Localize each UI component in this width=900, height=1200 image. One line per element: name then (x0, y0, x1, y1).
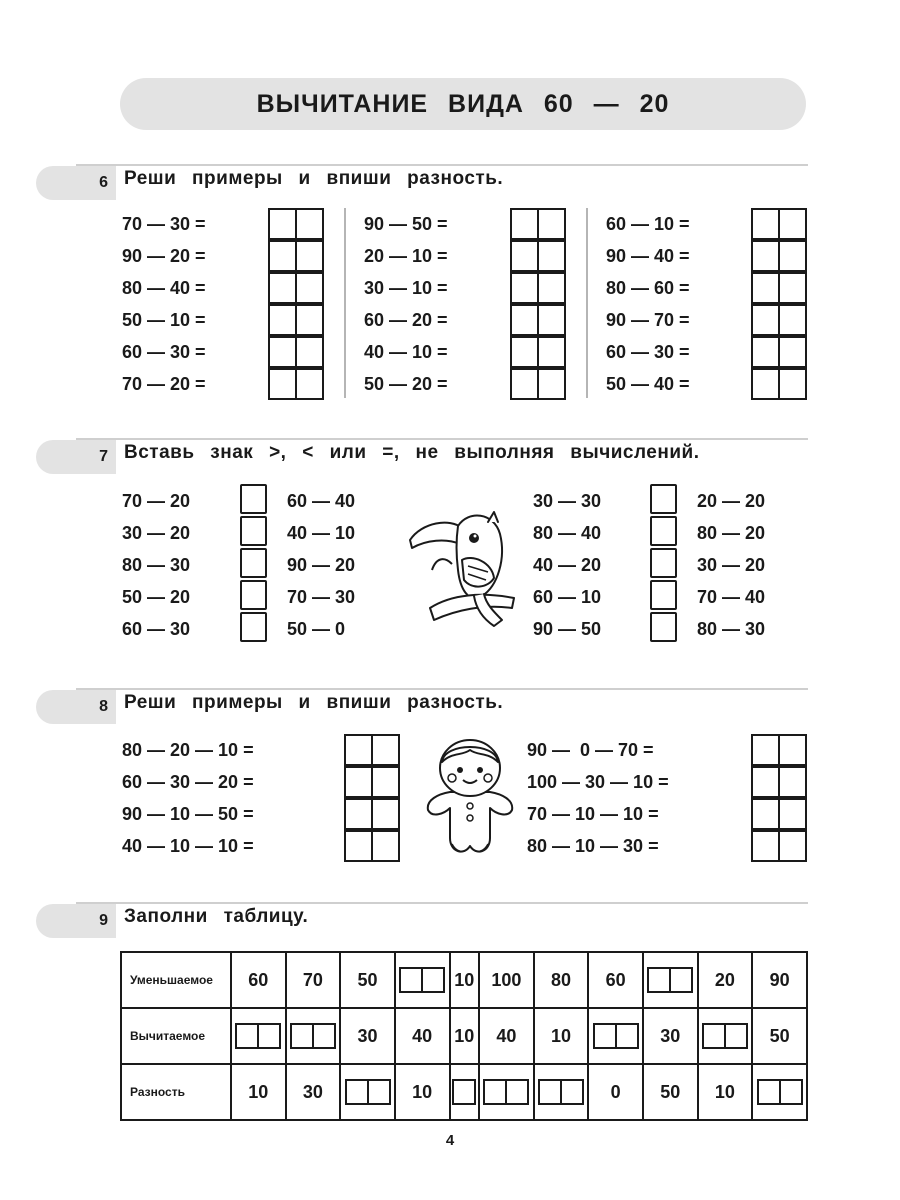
expression: 40 — 10 — 10 = (122, 836, 254, 856)
sign-box[interactable] (650, 484, 677, 514)
table-cell (450, 1064, 480, 1120)
expression: 90 — 20 = (122, 246, 206, 266)
expression: 60 — 10 = (606, 214, 690, 234)
table-cell: 30 (340, 1008, 395, 1064)
task-instruction: Реши примеры и впиши разность. (124, 168, 504, 189)
expression-left: 30 — 30 (533, 491, 602, 511)
task-number: 8 (36, 690, 116, 724)
expression-right: 30 — 20 (697, 555, 766, 575)
sign-box[interactable] (650, 516, 677, 546)
table-cell (231, 1008, 286, 1064)
answer-box[interactable] (510, 208, 566, 240)
expression: 60 — 20 = (364, 310, 448, 330)
answer-box[interactable] (268, 368, 324, 400)
sign-box[interactable] (240, 548, 267, 578)
answer-box[interactable] (345, 1079, 391, 1105)
answer-box[interactable] (268, 336, 324, 368)
answer-box[interactable] (268, 208, 324, 240)
table-cell: 10 (450, 1008, 480, 1064)
sign-box[interactable] (240, 484, 267, 514)
table-cell (286, 1008, 341, 1064)
table-row (121, 952, 807, 1008)
task-8-header (36, 688, 808, 726)
expression: 90 — 10 — 50 = (122, 804, 254, 824)
expression: 50 — 10 = (122, 310, 206, 330)
page-title: ВЫЧИТАНИЕ ВИДА 60 — 20 (120, 78, 806, 130)
expression: 90 — 70 = (606, 310, 690, 330)
table-cell: 10 (534, 1008, 589, 1064)
answer-box[interactable] (344, 734, 400, 766)
answer-box[interactable] (268, 304, 324, 336)
expression: 100 — 30 — 10 = (527, 772, 669, 792)
expression-right: 80 — 20 (697, 523, 766, 543)
table-cell (395, 952, 450, 1008)
expression-right: 20 — 20 (697, 491, 766, 511)
task-number: 7 (36, 440, 116, 474)
answer-box[interactable] (399, 967, 445, 993)
expression-left: 40 — 20 (533, 555, 602, 575)
answer-box[interactable] (510, 272, 566, 304)
expression: 90 — 0 — 70 = (527, 740, 654, 760)
answer-box[interactable] (751, 336, 807, 368)
column-divider (344, 208, 346, 398)
answer-box[interactable] (290, 1023, 336, 1049)
table-cell (698, 1008, 753, 1064)
answer-box[interactable] (452, 1079, 476, 1105)
expression: 70 — 20 = (122, 374, 206, 394)
table-cell (340, 1064, 395, 1120)
answer-box[interactable] (538, 1079, 584, 1105)
gingerbread-illustration (420, 734, 520, 862)
expression-left: 60 — 10 (533, 587, 602, 607)
expression-right: 50 — 0 (287, 619, 346, 639)
answer-box[interactable] (235, 1023, 281, 1049)
answer-box[interactable] (751, 734, 807, 766)
expression: 90 — 50 = (364, 214, 448, 234)
expression-left: 90 — 50 (533, 619, 602, 639)
expression: 80 — 60 = (606, 278, 690, 298)
page-number: 4 (445, 1132, 455, 1149)
answer-box[interactable] (510, 336, 566, 368)
sign-box[interactable] (650, 548, 677, 578)
answer-box[interactable] (510, 368, 566, 400)
table-cell: 10 (698, 1064, 753, 1120)
table-cell: 30 (643, 1008, 698, 1064)
expression-left: 80 — 30 (122, 555, 191, 575)
expression-left: 70 — 20 (122, 491, 191, 511)
table-cell: 10 (450, 952, 480, 1008)
expression-right: 80 — 30 (697, 619, 766, 639)
expression-left: 60 — 30 (122, 619, 191, 639)
answer-box[interactable] (647, 967, 693, 993)
expression: 30 — 10 = (364, 278, 448, 298)
sign-box[interactable] (240, 612, 267, 642)
expression: 70 — 30 = (122, 214, 206, 234)
table-cell: 50 (752, 1008, 807, 1064)
table-cell (588, 1008, 643, 1064)
answer-box[interactable] (268, 272, 324, 304)
table-cell: 40 (395, 1008, 450, 1064)
task-number: 9 (36, 904, 116, 938)
expression-right: 90 — 20 (287, 555, 356, 575)
row-label: Уменьшаемое (121, 952, 231, 1008)
table-cell: 10 (395, 1064, 450, 1120)
answer-box[interactable] (757, 1079, 803, 1105)
task-number: 6 (36, 166, 116, 200)
table-cell (643, 952, 698, 1008)
fill-table (120, 951, 808, 1121)
answer-box[interactable] (593, 1023, 639, 1049)
answer-box[interactable] (751, 830, 807, 862)
expression-right: 70 — 40 (697, 587, 766, 607)
table-cell: 30 (286, 1064, 341, 1120)
table-cell: 40 (479, 1008, 534, 1064)
answer-box[interactable] (344, 798, 400, 830)
expression-right: 40 — 10 (287, 523, 356, 543)
sign-box[interactable] (240, 516, 267, 546)
sign-box[interactable] (650, 612, 677, 642)
table-cell (534, 1064, 589, 1120)
answer-box[interactable] (751, 240, 807, 272)
task-9-header (36, 902, 808, 940)
answer-box[interactable] (483, 1079, 529, 1105)
table-cell: 50 (643, 1064, 698, 1120)
table-cell (479, 1064, 534, 1120)
column-divider (586, 208, 588, 398)
table-cell: 50 (340, 952, 395, 1008)
answer-box[interactable] (751, 272, 807, 304)
expression: 40 — 10 = (364, 342, 448, 362)
answer-box[interactable] (751, 368, 807, 400)
expression: 60 — 30 = (122, 342, 206, 362)
answer-box[interactable] (344, 830, 400, 862)
expression: 20 — 10 = (364, 246, 448, 266)
answer-box[interactable] (751, 798, 807, 830)
answer-box[interactable] (268, 240, 324, 272)
task-instruction: Заполни таблицу. (124, 906, 309, 927)
answer-box[interactable] (344, 766, 400, 798)
sign-box[interactable] (240, 580, 267, 610)
table-cell: 0 (588, 1064, 643, 1120)
answer-box[interactable] (751, 766, 807, 798)
expression: 60 — 30 — 20 = (122, 772, 254, 792)
expression-left: 30 — 20 (122, 523, 191, 543)
table-cell: 60 (231, 952, 286, 1008)
expression: 70 — 10 — 10 = (527, 804, 659, 824)
table-row (121, 1064, 807, 1120)
expression: 80 — 10 — 30 = (527, 836, 659, 856)
expression: 50 — 40 = (606, 374, 690, 394)
expression-right: 60 — 40 (287, 491, 356, 511)
table-cell: 10 (231, 1064, 286, 1120)
expression-right: 70 — 30 (287, 587, 356, 607)
table-cell: 80 (534, 952, 589, 1008)
task-instruction: Реши примеры и впиши разность. (124, 692, 504, 713)
table-cell: 60 (588, 952, 643, 1008)
toucan-illustration (402, 500, 522, 632)
table-cell: 100 (479, 952, 534, 1008)
answer-box[interactable] (751, 208, 807, 240)
table-cell: 90 (752, 952, 807, 1008)
expression-left: 80 — 40 (533, 523, 602, 543)
task-7-header (36, 438, 808, 476)
table-cell: 20 (698, 952, 753, 1008)
expression: 80 — 20 — 10 = (122, 740, 254, 760)
expression: 80 — 40 = (122, 278, 206, 298)
expression: 60 — 30 = (606, 342, 690, 362)
row-label: Разность (121, 1064, 231, 1120)
task-instruction: Вставь знак >, < или =, не выполняя вычислений. (124, 442, 700, 463)
table-cell: 70 (286, 952, 341, 1008)
table-cell (752, 1064, 807, 1120)
answer-box[interactable] (751, 304, 807, 336)
task-6-header (36, 164, 808, 202)
expression-left: 50 — 20 (122, 587, 191, 607)
sign-box[interactable] (650, 580, 677, 610)
expression: 90 — 40 = (606, 246, 690, 266)
row-label: Вычитаемое (121, 1008, 231, 1064)
answer-box[interactable] (510, 240, 566, 272)
table-row (121, 1008, 807, 1064)
expression: 50 — 20 = (364, 374, 448, 394)
answer-box[interactable] (702, 1023, 748, 1049)
answer-box[interactable] (510, 304, 566, 336)
